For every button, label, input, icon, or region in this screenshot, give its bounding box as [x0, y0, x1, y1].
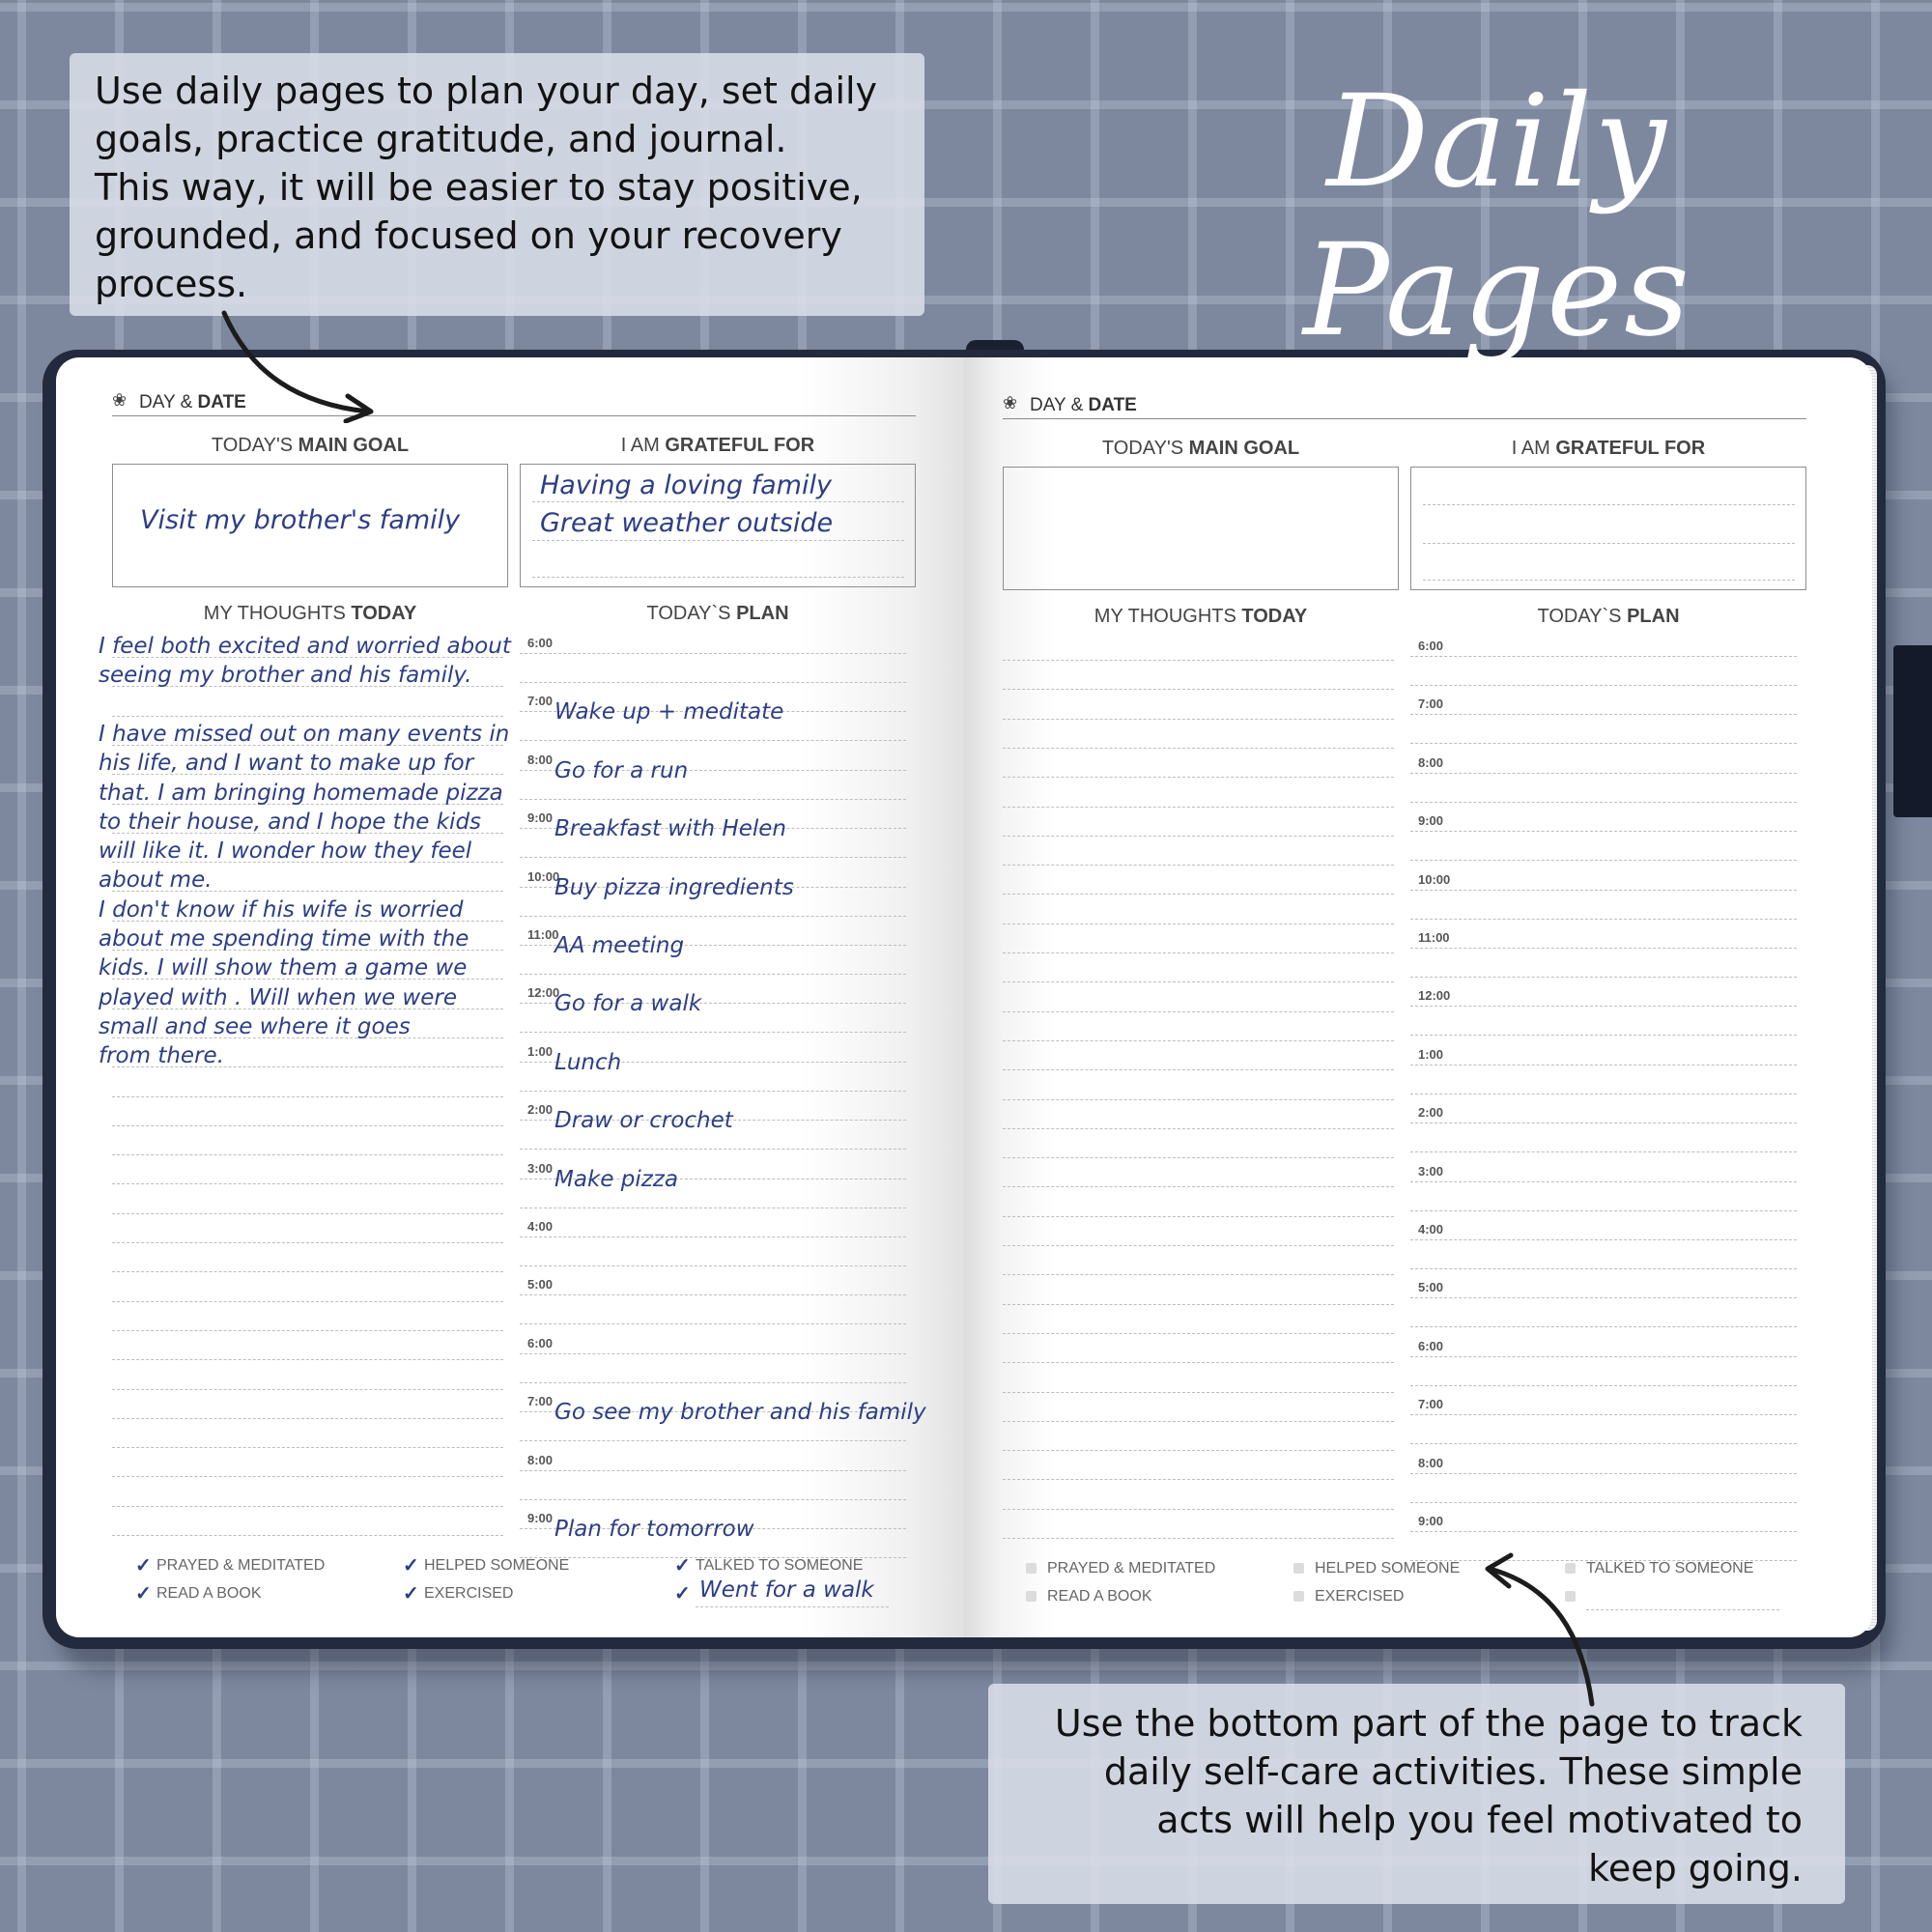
thought-line — [1003, 1421, 1394, 1422]
time-slot-label: 6:00 — [1418, 639, 1444, 653]
check-icon[interactable]: ✓ — [674, 1555, 691, 1577]
thought-line — [112, 1476, 503, 1477]
checklist-label: READ A BOOK — [1047, 1588, 1152, 1605]
checklist-label: EXERCISED — [1315, 1588, 1405, 1605]
thought-line — [1003, 1069, 1394, 1070]
plan-line — [1410, 1122, 1797, 1123]
time-slot-label: 9:00 — [1418, 1514, 1444, 1528]
plan-line — [1410, 1502, 1797, 1503]
plan-line — [1410, 1356, 1797, 1357]
time-slot-label: 10:00 — [1418, 871, 1451, 887]
time-slot-label: 6:00 — [527, 1335, 554, 1350]
elastic-strap — [1893, 645, 1932, 817]
thought-line-text: to their house, and I hope the kids — [99, 809, 482, 835]
plan-line — [520, 1499, 906, 1500]
thought-line-text: small and see where it goes — [99, 1013, 411, 1039]
checklist-label: HELPED SOMEONE — [1315, 1560, 1461, 1577]
plan-entry: Lunch — [554, 1049, 622, 1075]
thought-line — [1003, 1509, 1394, 1510]
time-slot-label: 1:00 — [527, 1043, 554, 1059]
plan-line — [1410, 1006, 1797, 1007]
time-slot-label: 3:00 — [1418, 1163, 1444, 1179]
plan-line — [520, 974, 906, 975]
grateful-line — [1423, 580, 1795, 581]
grateful-line — [1423, 543, 1795, 544]
time-slot-label: 11:00 — [1418, 930, 1450, 945]
plan-line — [520, 1323, 906, 1324]
plan-line — [520, 799, 906, 800]
thought-line-text: from there. — [99, 1043, 225, 1069]
grateful-heading: I AM GRATEFUL FOR — [1511, 438, 1706, 459]
time-slot-label: 8:00 — [1418, 754, 1444, 770]
plan-line — [1410, 948, 1797, 949]
thought-line — [112, 1447, 503, 1448]
thought-line — [1003, 1392, 1394, 1393]
thought-line — [1003, 1479, 1394, 1480]
plan-line — [1410, 1443, 1797, 1444]
thought-line — [1003, 719, 1394, 720]
grateful-item: Great weather outside — [540, 508, 834, 538]
time-slot-label: 10:00 — [527, 868, 560, 884]
plan-line — [1410, 860, 1797, 861]
plan-line — [1410, 1414, 1797, 1415]
thought-line-text: about me spending time with the — [99, 926, 469, 952]
time-slot-label: 7:00 — [1418, 1397, 1444, 1412]
thought-line-text: kids. I will show them a game we — [99, 955, 468, 981]
plan-entry: Make pizza — [554, 1166, 678, 1192]
time-slot-label: 1:00 — [1418, 1046, 1444, 1062]
thoughts-heading: MY THOUGHTS TODAY — [1094, 606, 1308, 627]
time-slot-label: 7:00 — [527, 694, 554, 709]
plan-line — [1410, 1151, 1797, 1152]
thought-line — [1003, 923, 1394, 924]
check-icon[interactable]: ✓ — [674, 1583, 691, 1605]
plan-line — [520, 1265, 906, 1266]
plan-line — [520, 682, 906, 683]
plan-entry: Go see my brother and his family — [554, 1400, 926, 1426]
plan-entry: Draw or crochet — [554, 1108, 733, 1134]
plan-line — [520, 1353, 906, 1354]
time-slot-label: 8:00 — [527, 752, 554, 767]
day-date-label: DAY & DATE — [1030, 395, 1137, 415]
plan-heading: TODAY`S PLAN — [646, 603, 789, 624]
thought-line — [1003, 807, 1394, 808]
main-goal-heading: TODAY'S MAIN GOAL — [1101, 438, 1300, 459]
header-rule — [1003, 418, 1806, 419]
checklist-label: PRAYED & MEDITATED — [1047, 1560, 1216, 1577]
time-slot-label: 8:00 — [527, 1452, 554, 1467]
plan-line — [1410, 1035, 1797, 1036]
checklist-label: PRAYED & MEDITATED — [156, 1557, 326, 1574]
plan-line — [1410, 1297, 1797, 1298]
time-slot-label: 2:00 — [1418, 1105, 1444, 1121]
check-icon[interactable]: ✓ — [403, 1583, 419, 1605]
plan-line — [1410, 656, 1797, 657]
custom-activity-text: Went for a walk — [699, 1577, 874, 1603]
thought-line — [112, 1506, 503, 1507]
thought-line-text: will like it. I wonder how they feel — [99, 838, 472, 865]
main-goal-box[interactable] — [1003, 467, 1399, 590]
plan-line — [1410, 685, 1797, 686]
main-goal-text: Visit my brother's family — [140, 505, 461, 535]
plan-heading: TODAY`S PLAN — [1537, 606, 1680, 627]
plan-line — [520, 1294, 906, 1295]
thought-line — [112, 1183, 503, 1184]
plan-line — [1410, 1531, 1797, 1532]
plan-entry: Buy pizza ingredients — [554, 874, 794, 900]
script-title: Daily Pages — [1303, 68, 1691, 365]
plan-entry: Go for a walk — [554, 991, 702, 1017]
thought-line — [112, 1154, 503, 1155]
thought-line — [1003, 1274, 1394, 1275]
thought-line-text: I feel both excited and worried about — [99, 634, 511, 659]
thought-line — [1003, 952, 1394, 953]
thought-line — [112, 1125, 503, 1126]
thoughts-heading: MY THOUGHTS TODAY — [203, 603, 417, 624]
plan-entry: Go for a run — [554, 757, 689, 783]
checklist-label: HELPED SOMEONE — [424, 1557, 570, 1574]
leaf-logo-icon: ❀ — [112, 390, 128, 410]
checkbox[interactable] — [1026, 1563, 1037, 1574]
time-slot-label: 2:00 — [527, 1102, 554, 1118]
bottom-callout: Use the bottom part of the page to track daily self-care activities. These simple acts will help you feel motivated to keep going. — [988, 1684, 1845, 1904]
time-slot-label: 4:00 — [527, 1219, 554, 1234]
thought-line — [1003, 748, 1394, 749]
custom-activity-line — [696, 1606, 889, 1607]
plan-entry: AA meeting — [554, 933, 685, 958]
checklist-label: TALKED TO SOMEONE — [696, 1557, 864, 1574]
thought-line — [1003, 1099, 1394, 1100]
thought-line — [1003, 1304, 1394, 1305]
bottom-arrow-icon — [1476, 1548, 1611, 1712]
checkbox[interactable] — [1026, 1591, 1037, 1602]
custom-activity-line — [1586, 1609, 1779, 1610]
plan-entry: Breakfast with Helen — [554, 816, 786, 842]
thought-line — [1003, 1333, 1394, 1334]
plan-line — [1410, 1326, 1797, 1327]
grateful-line — [532, 540, 904, 541]
plan-line — [1410, 802, 1797, 803]
grateful-box[interactable] — [1410, 467, 1806, 590]
checklist-label: TALKED TO SOMEONE — [1586, 1560, 1754, 1577]
thought-line — [1003, 1245, 1394, 1246]
plan-line — [520, 1440, 906, 1441]
thought-line — [1003, 1538, 1394, 1539]
check-icon[interactable]: ✓ — [135, 1583, 152, 1605]
thought-line — [1003, 1040, 1394, 1041]
time-slot-label: 9:00 — [1418, 813, 1444, 829]
thought-line — [112, 1096, 503, 1097]
checklist-label: READ A BOOK — [156, 1585, 262, 1602]
time-slot-label: 7:00 — [1418, 696, 1444, 712]
time-slot-label: 6:00 — [527, 636, 554, 650]
time-slot-label: 9:00 — [527, 810, 554, 826]
thought-line-text: his life, and I want to make up for — [99, 751, 474, 777]
thought-line — [1003, 1128, 1394, 1129]
left-page — [56, 357, 964, 1637]
thought-line — [1003, 660, 1394, 661]
thought-line — [1003, 777, 1394, 778]
thought-line — [1003, 1186, 1394, 1187]
plan-line — [520, 653, 906, 654]
thought-line-text: that. I am bringing homemade pizza — [99, 780, 503, 806]
thought-line — [112, 1271, 503, 1272]
thought-line — [1003, 981, 1394, 982]
plan-line — [1410, 1210, 1797, 1211]
time-slot-label: 7:00 — [527, 1394, 554, 1409]
checkbox[interactable] — [1293, 1591, 1304, 1602]
grateful-line — [532, 501, 904, 502]
grateful-item: Having a loving family — [540, 470, 832, 500]
check-icon[interactable]: ✓ — [403, 1555, 419, 1577]
plan-entry: Plan for tomorrow — [554, 1517, 754, 1542]
plan-line — [1410, 1268, 1797, 1269]
plan-line — [1410, 890, 1797, 891]
time-slot-label: 5:00 — [1418, 1280, 1444, 1295]
grateful-box[interactable] — [520, 464, 916, 587]
checkbox[interactable] — [1293, 1563, 1304, 1574]
plan-line — [520, 916, 906, 917]
thought-line — [1003, 836, 1394, 837]
plan-line — [520, 1032, 906, 1033]
plan-entry: Wake up + meditate — [554, 699, 784, 725]
plan-line — [1410, 714, 1797, 715]
grateful-line — [1423, 504, 1795, 505]
thought-line-text: seeing my brother and his family. — [99, 663, 472, 689]
plan-line — [1410, 1385, 1797, 1386]
thought-line — [1003, 689, 1394, 690]
thought-line — [112, 1535, 503, 1536]
thought-line-text: I have missed out on many events in — [99, 721, 510, 747]
plan-line — [520, 1236, 906, 1237]
grateful-heading: I AM GRATEFUL FOR — [620, 435, 815, 456]
thought-line — [1003, 894, 1394, 895]
plan-line — [520, 740, 906, 741]
thought-line — [112, 1330, 503, 1331]
leaf-logo-icon: ❀ — [1003, 393, 1018, 412]
plan-line — [520, 1382, 906, 1383]
time-slot-label: 12:00 — [527, 985, 560, 1001]
thought-line — [1003, 865, 1394, 866]
plan-line — [1410, 773, 1797, 774]
time-slot-label: 3:00 — [527, 1160, 554, 1176]
grateful-line — [532, 577, 904, 578]
plan-line — [1410, 919, 1797, 920]
main-goal-heading: TODAY'S MAIN GOAL — [211, 435, 410, 456]
thought-line — [1003, 1450, 1394, 1451]
time-slot-label: 12:00 — [1418, 988, 1451, 1004]
time-slot-label: 5:00 — [527, 1277, 554, 1293]
thought-line-text: about me. — [99, 867, 213, 894]
thought-line — [112, 1242, 503, 1243]
thought-line-text: I don't know if his wife is worried — [99, 896, 464, 923]
plan-line — [1410, 831, 1797, 832]
thought-line — [112, 1301, 503, 1302]
plan-line — [1410, 1239, 1797, 1240]
plan-line — [1410, 977, 1797, 978]
plan-line — [520, 1149, 906, 1150]
thought-line — [1003, 1362, 1394, 1363]
plan-line — [1410, 743, 1797, 744]
time-slot-label: 9:00 — [527, 1511, 554, 1525]
check-icon[interactable]: ✓ — [135, 1555, 152, 1577]
checklist-label: EXERCISED — [424, 1585, 514, 1602]
thought-line — [112, 1389, 503, 1390]
plan-line — [520, 1470, 906, 1471]
time-slot-label: 11:00 — [527, 927, 559, 942]
time-slot-label: 6:00 — [1418, 1338, 1444, 1353]
thought-line-text: played with . Will when we were — [99, 984, 457, 1010]
right-page — [964, 357, 1872, 1637]
thought-line — [112, 716, 503, 717]
day-date-label: DAY & DATE — [139, 392, 246, 412]
plan-line — [1410, 1181, 1797, 1182]
top-arrow-icon — [213, 307, 386, 423]
main-goal-box[interactable] — [112, 464, 508, 587]
plan-line — [520, 857, 906, 858]
top-callout: Use daily pages to plan your day, set daily goals, practice gratitude, and journal. This way, it will be easier to stay positive, grounded, and focused on your recovery process. — [70, 53, 924, 316]
thought-line — [112, 1213, 503, 1214]
thought-line — [1003, 1216, 1394, 1217]
plan-line — [1410, 1473, 1797, 1474]
thought-line — [1003, 1157, 1394, 1158]
time-slot-label: 8:00 — [1418, 1455, 1444, 1470]
thought-line — [112, 1359, 503, 1360]
thought-line — [112, 1418, 503, 1419]
time-slot-label: 4:00 — [1418, 1222, 1444, 1236]
plan-line — [520, 1091, 906, 1092]
thought-line — [1003, 1011, 1394, 1012]
